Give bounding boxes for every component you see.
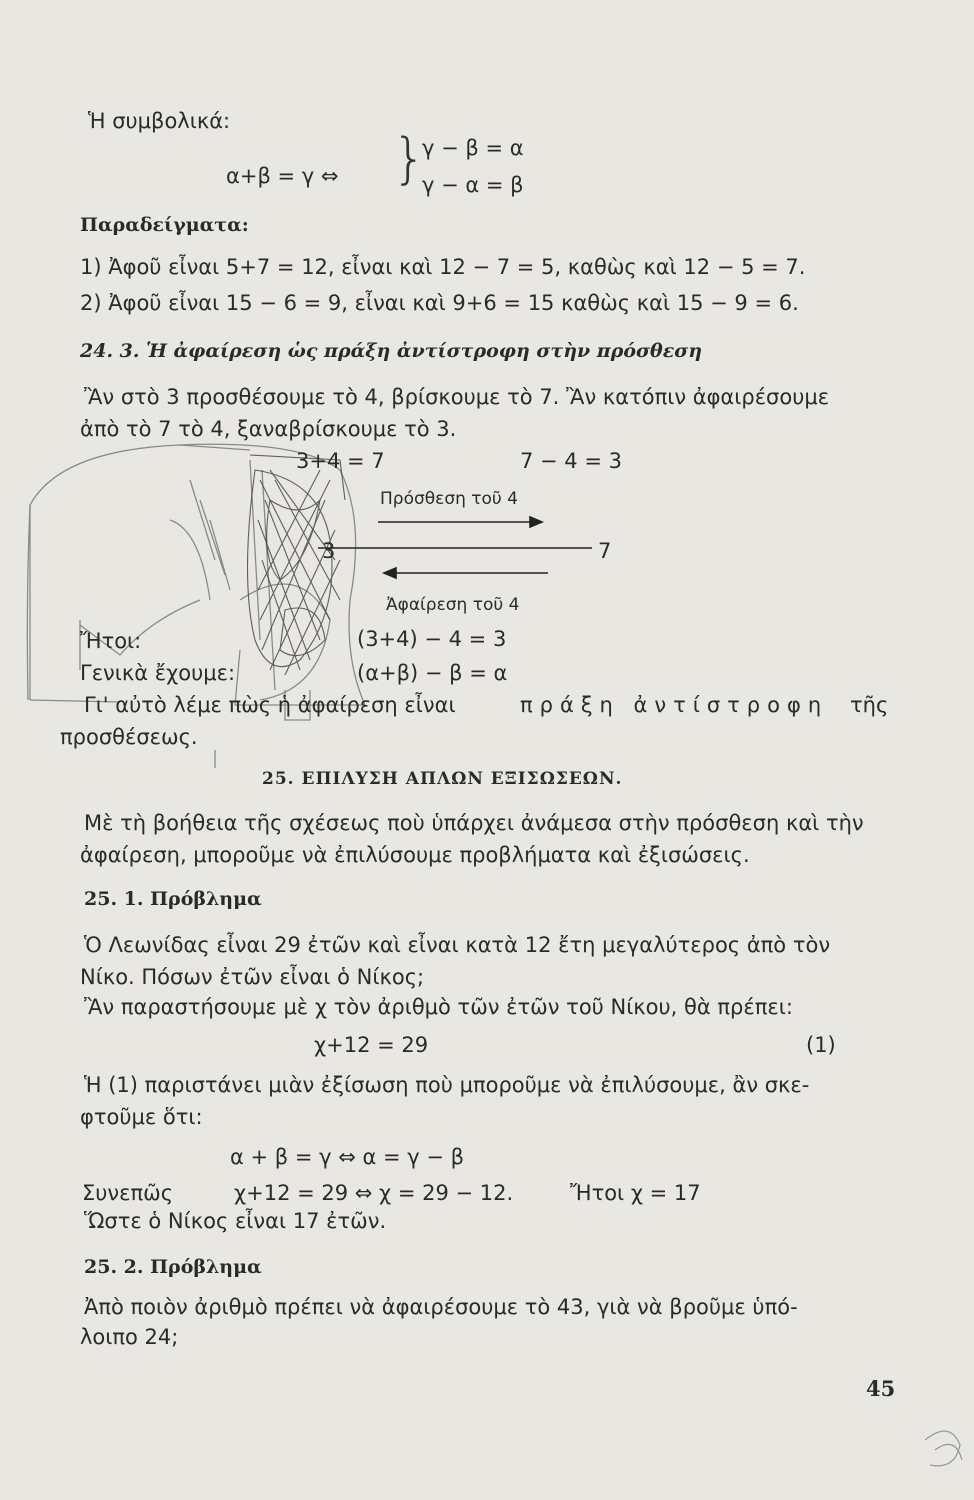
page-number: 45	[866, 1376, 896, 1401]
problem-25-1-line2: Νίκο. Πόσων ἐτῶν εἶναι ὁ Νίκος;	[80, 965, 425, 989]
section-24-3-line1: Ἂν στὸ 3 προσθέσουμε τὸ 4, βρίσκουμε τὸ 7. Ἂν κατόπιν ἀφαιρέσουμε	[84, 385, 830, 409]
conclusion-start: Γι' αὐτὸ λέμε πὼς ἡ ἀφαίρεση εἶναι	[84, 693, 456, 717]
symbolic-rhs-top: γ − β = α	[422, 136, 524, 160]
arrow-subtraction-label: Ἀφαίρεση τοῦ 4	[386, 595, 520, 615]
right-brace-icon: }	[392, 127, 427, 190]
problem-25-1-answer: Ὥστε ὁ Νίκος εἶναι 17 ἐτῶν.	[84, 1209, 387, 1233]
problem-25-1-heading: 25. 1. Πρόβλημα	[84, 888, 262, 910]
problem-25-1-line5: φτοῦμε ὅτι:	[80, 1105, 203, 1129]
diagram-number-left: 3	[322, 539, 336, 563]
htoi-equation: (3+4) − 4 = 3	[357, 627, 507, 651]
problem-25-2-line1: Ἀπὸ ποιὸν ἀριθμὸ πρέπει νὰ ἀφαιρέσουμε τὸ 43, γιὰ νὰ βροῦμε ὑπό-	[84, 1295, 798, 1319]
problem-25-1-result: Ἤτοι χ = 17	[570, 1181, 701, 1205]
genika-label: Γενικὰ ἔχουμε:	[80, 661, 236, 685]
equation-addition: 3+4 = 7	[296, 449, 385, 473]
problem-25-1-equation-number: (1)	[806, 1033, 836, 1057]
problem-25-1-rule: α + β = γ ⇔ α = γ − β	[230, 1145, 465, 1169]
section-25-heading: 25. ΕΠΙΛΥΣΗ ΑΠΛΩΝ ΕΞΙΣΩΣΕΩΝ.	[262, 769, 623, 789]
section-24-3-heading: 24. 3. Ἡ ἀφαίρεση ὡς πράξη ἀντίστροφη στὴν πρόσθεση	[80, 340, 703, 362]
problem-25-2-line2: λοιπο 24;	[80, 1325, 179, 1349]
symbolic-lhs: α+β = γ ⇔	[226, 164, 339, 188]
conclusion-spaced: πράξη ἀντίστροφη	[520, 693, 829, 717]
example-1: 1) Ἀφοῦ εἶναι 5+7 = 12, εἶναι καὶ 12 − 7 = 5, καθὼς καὶ 12 − 5 = 7.	[80, 255, 806, 279]
section-24-3-line2: ἀπὸ τὸ 7 τὸ 4, ξαναβρίσκουμε τὸ 3.	[80, 417, 457, 441]
problem-25-1-solve: χ+12 = 29 ⇔ χ = 29 − 12.	[234, 1181, 514, 1205]
genika-equation: (α+β) − β = α	[357, 661, 508, 685]
arrow-addition-label: Πρόσθεση τοῦ 4	[380, 489, 518, 509]
example-2: 2) Ἀφοῦ εἶναι 15 − 6 = 9, εἶναι καὶ 9+6 = 15 καθὼς καὶ 15 − 9 = 6.	[80, 291, 799, 315]
section-25-p1: Μὲ τὴ βοήθεια τῆς σχέσεως ποὺ ὑπάρχει ἀνάμεσα στὴν πρόσθεση καὶ τὴν	[84, 811, 864, 835]
conclusion-end: τῆς	[850, 693, 889, 717]
examples-heading: Παραδείγματα:	[80, 214, 249, 236]
problem-25-2-heading: 25. 2. Πρόβλημα	[84, 1256, 262, 1278]
problem-25-1-synepos: Συνεπῶς	[82, 1181, 174, 1205]
equation-subtraction: 7 − 4 = 3	[520, 449, 622, 473]
htoi-label: Ἤτοι:	[80, 629, 142, 653]
problem-25-1-line4: Ἡ (1) παριστάνει μιὰν ἐξίσωση ποὺ μποροῦμε νὰ ἐπιλύσουμε, ἂν σκε-	[84, 1073, 810, 1097]
symbolic-label: Ἡ συμβολικά:	[88, 109, 231, 133]
section-25-p2: ἀφαίρεση, μποροῦμε νὰ ἐπιλύσουμε προβλήματα καὶ ἐξισώσεις.	[80, 843, 750, 867]
problem-25-1-equation: χ+12 = 29	[314, 1033, 429, 1057]
problem-25-1-line1: Ὁ Λεωνίδας εἶναι 29 ἐτῶν καὶ εἶναι κατὰ 12 ἔτη μεγαλύτερος ἀπὸ τὸν	[84, 933, 831, 957]
conclusion-line2: προσθέσεως.	[60, 725, 198, 749]
symbolic-rhs-bottom: γ − α = β	[422, 173, 524, 197]
problem-25-1-line3: Ἂν παραστήσουμε μὲ χ τὸν ἀριθμὸ τῶν ἐτῶν τοῦ Νίκου, θὰ πρέπει:	[84, 995, 793, 1019]
diagram-number-right: 7	[598, 539, 612, 563]
